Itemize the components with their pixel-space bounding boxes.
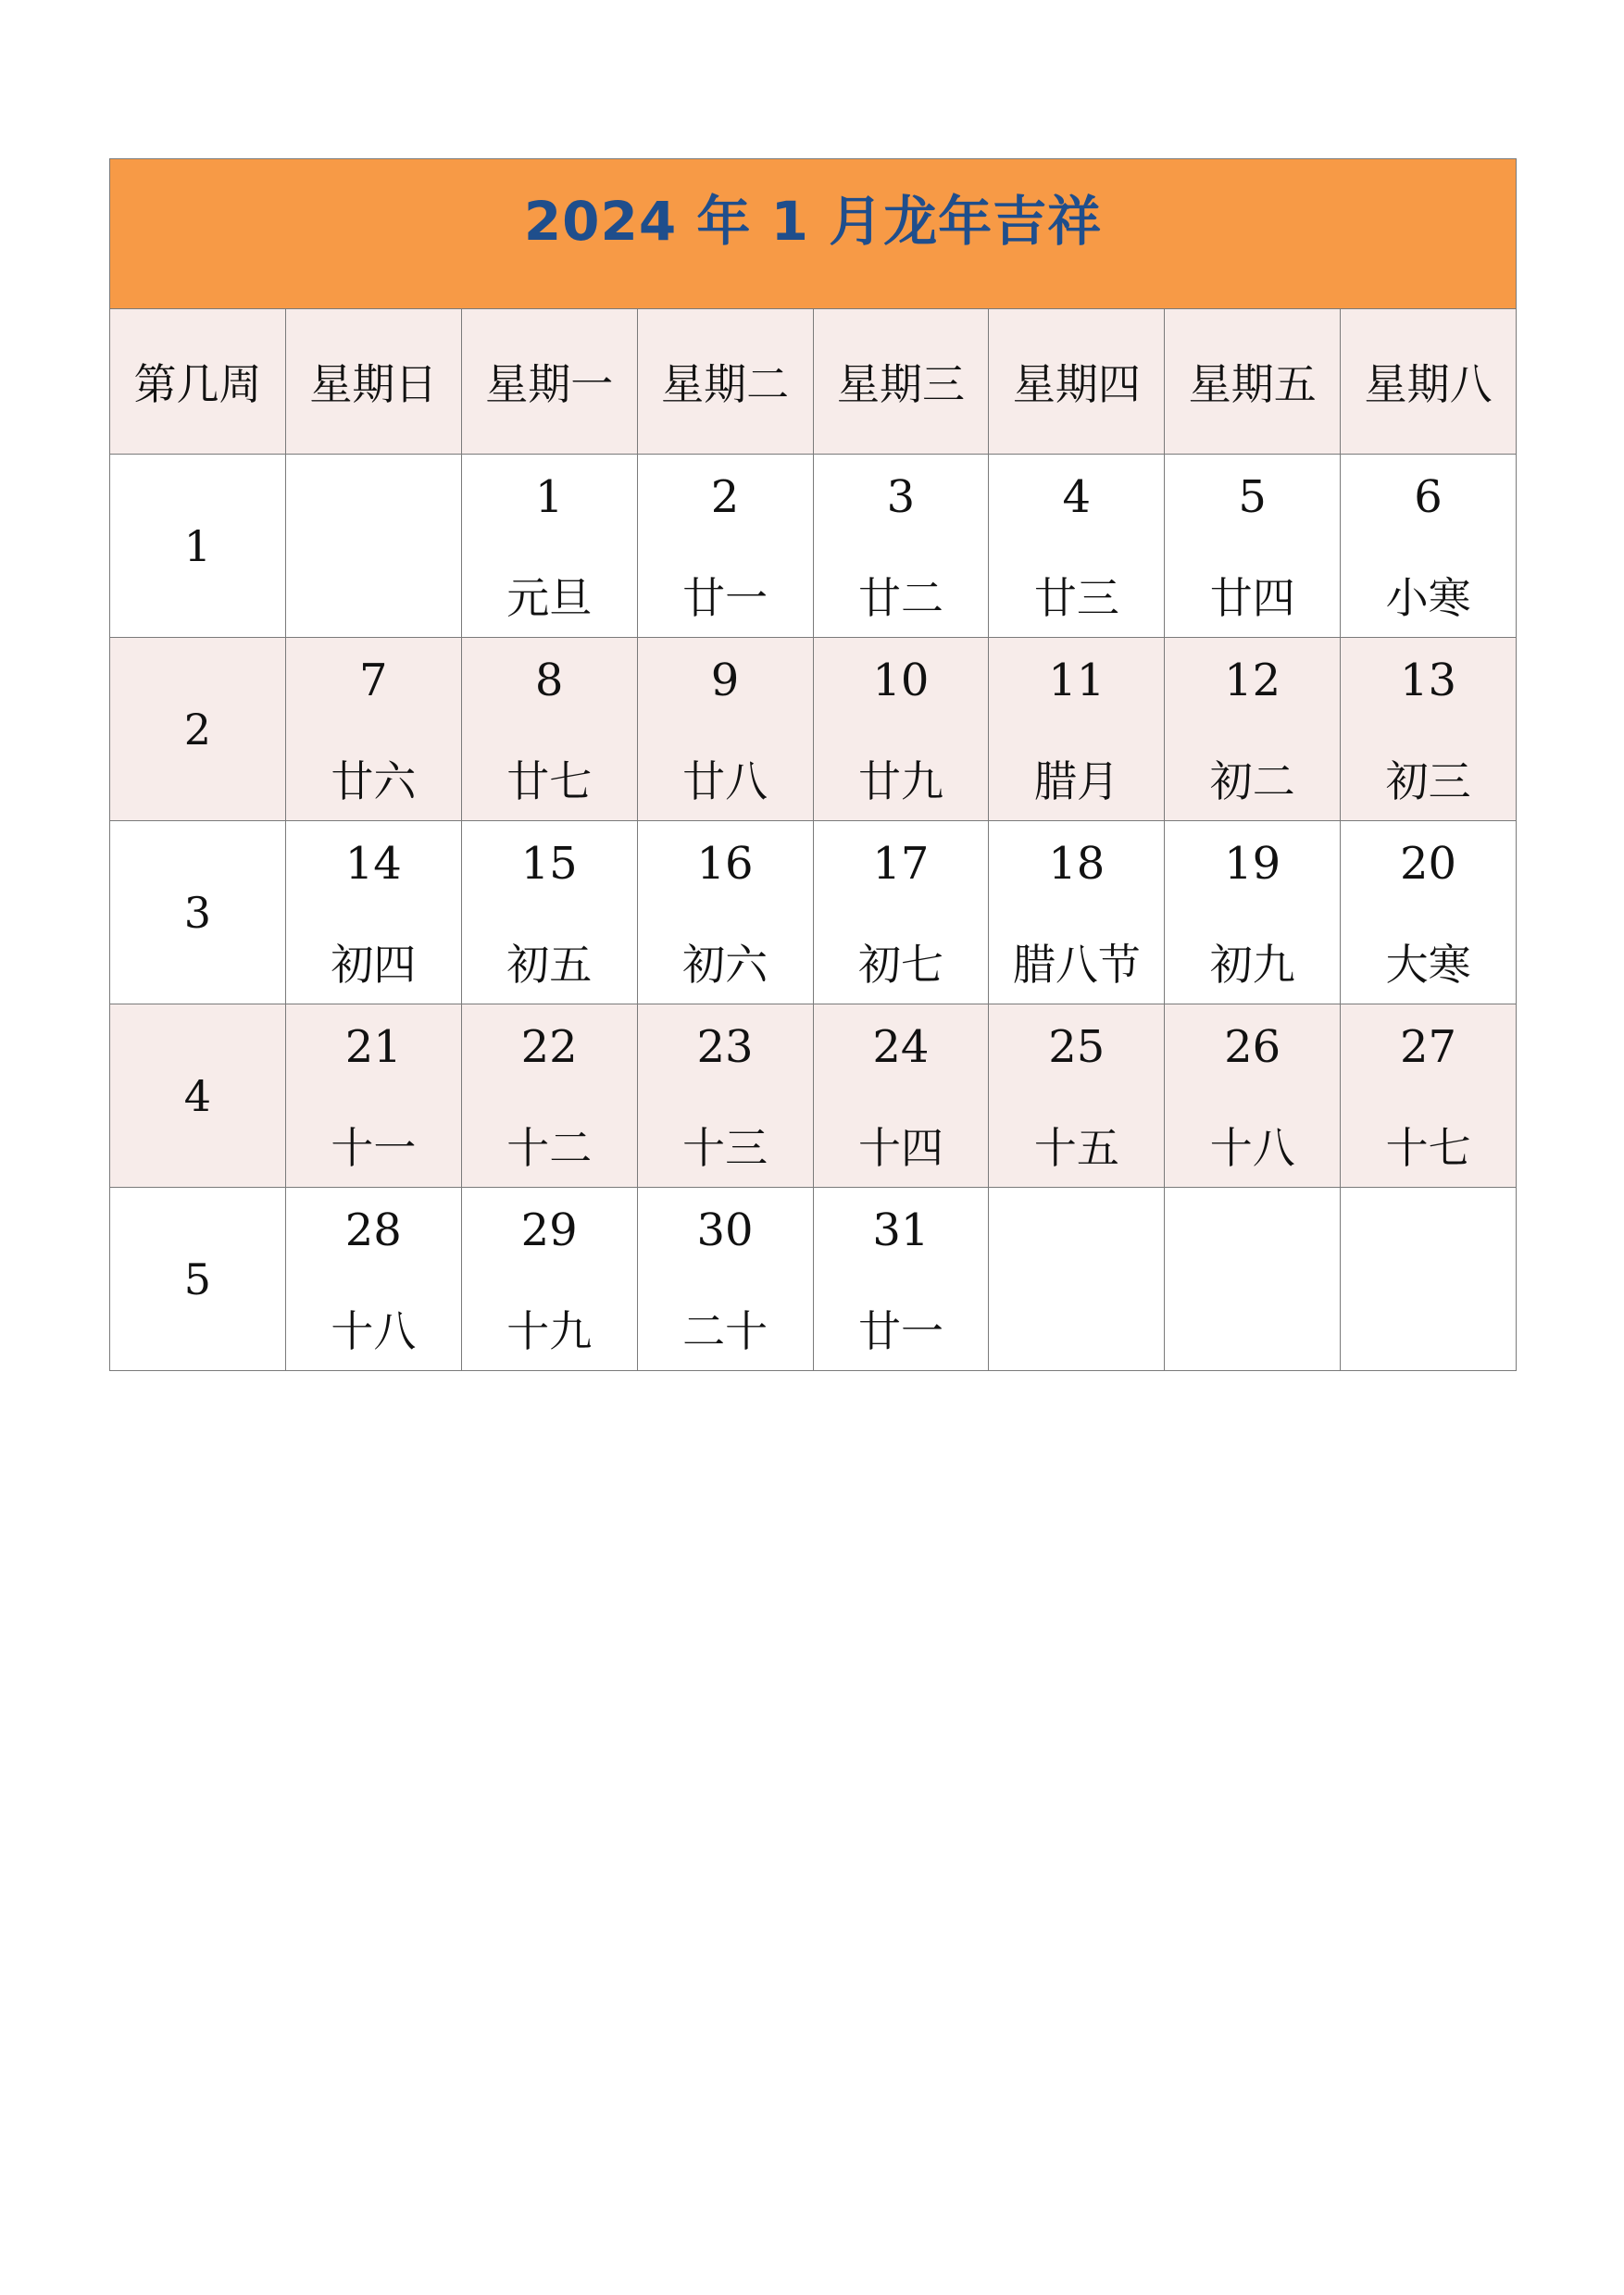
day-number: 17 [872, 838, 930, 890]
header-friday: 星期五 [1165, 309, 1341, 455]
lunar-date: 初四 [331, 940, 417, 990]
lunar-date: 廿一 [682, 573, 768, 623]
day-cell [285, 1188, 461, 1371]
day-cell [637, 455, 813, 638]
day-number: 20 [1400, 838, 1457, 890]
lunar-date: 廿三 [1033, 573, 1119, 623]
lunar-date: 十九 [506, 1306, 593, 1356]
lunar-date: 初七 [857, 940, 943, 990]
lunar-date: 元旦 [506, 573, 593, 623]
day-cell [461, 638, 637, 821]
day-cell [989, 821, 1165, 1004]
header-saturday: 星期八 [1341, 309, 1517, 455]
day-number: 31 [872, 1204, 930, 1256]
lunar-date: 十二 [506, 1123, 593, 1173]
day-cell [1165, 821, 1341, 1004]
lunar-date: 廿九 [857, 756, 943, 806]
day-cell [1165, 1004, 1341, 1188]
title-banner [109, 158, 1517, 308]
day-cell [1165, 638, 1341, 821]
day-cell [813, 821, 989, 1004]
day-number: 25 [1048, 1021, 1106, 1073]
day-number: 30 [696, 1204, 754, 1256]
calendar-sheet [109, 158, 1517, 1371]
day-cell [637, 1188, 813, 1371]
week-number: 4 [110, 1004, 286, 1188]
day-cell [1341, 638, 1517, 821]
lunar-date: 腊月 [1033, 756, 1119, 806]
week-row [110, 1188, 1517, 1371]
lunar-date: 初九 [1209, 940, 1295, 990]
week-number: 2 [110, 638, 286, 821]
lunar-date: 腊八节 [1012, 940, 1141, 990]
day-cell [1341, 455, 1517, 638]
lunar-date: 初六 [682, 940, 768, 990]
day-number: 29 [520, 1204, 578, 1256]
week-row [110, 821, 1517, 1004]
day-cell [1165, 1188, 1341, 1371]
day-cell [989, 638, 1165, 821]
day-cell [285, 821, 461, 1004]
calendar-table [109, 308, 1517, 1371]
lunar-date: 十三 [682, 1123, 768, 1173]
day-cell [461, 821, 637, 1004]
day-cell [1341, 1004, 1517, 1188]
day-cell [461, 455, 637, 638]
day-number: 27 [1400, 1021, 1457, 1073]
day-number: 19 [1224, 838, 1281, 890]
day-number: 12 [1224, 655, 1281, 706]
day-number: 23 [696, 1021, 754, 1073]
day-number: 24 [872, 1021, 930, 1073]
day-number: 2 [710, 471, 740, 523]
lunar-date: 十八 [1209, 1123, 1295, 1173]
day-number: 8 [534, 655, 564, 706]
day-number: 22 [520, 1021, 578, 1073]
lunar-date: 初三 [1385, 756, 1471, 806]
week-number: 5 [110, 1188, 286, 1371]
week-row [110, 1004, 1517, 1188]
lunar-date: 廿四 [1209, 573, 1295, 623]
lunar-date: 初二 [1209, 756, 1295, 806]
lunar-date: 廿六 [331, 756, 417, 806]
header-week-number: 第几周 [110, 309, 286, 455]
lunar-date: 廿八 [682, 756, 768, 806]
day-number: 14 [344, 838, 402, 890]
day-number: 6 [1414, 471, 1443, 523]
header-sunday: 星期日 [285, 309, 461, 455]
calendar-title: 2024 年 1 月龙年吉祥 [523, 190, 1103, 253]
lunar-date: 廿一 [857, 1306, 943, 1356]
day-cell [1341, 1188, 1517, 1371]
day-cell [461, 1188, 637, 1371]
weekday-header-row [110, 309, 1517, 455]
day-number: 7 [359, 655, 388, 706]
lunar-date: 大寒 [1385, 940, 1471, 990]
day-cell [285, 1004, 461, 1188]
week-row [110, 455, 1517, 638]
day-number: 5 [1238, 471, 1267, 523]
lunar-date: 廿二 [857, 573, 943, 623]
day-number: 1 [534, 471, 564, 523]
day-cell [989, 455, 1165, 638]
day-number: 26 [1224, 1021, 1281, 1073]
week-number: 3 [110, 821, 286, 1004]
week-row [110, 638, 1517, 821]
day-cell [1165, 455, 1341, 638]
day-cell [285, 638, 461, 821]
day-number: 28 [344, 1204, 402, 1256]
day-number: 21 [344, 1021, 402, 1073]
lunar-date: 十八 [331, 1306, 417, 1356]
header-thursday: 星期四 [989, 309, 1165, 455]
day-cell [1341, 821, 1517, 1004]
day-cell [461, 1004, 637, 1188]
day-number: 15 [520, 838, 578, 890]
lunar-date: 十七 [1385, 1123, 1471, 1173]
day-number: 10 [872, 655, 930, 706]
day-cell [637, 638, 813, 821]
lunar-date: 小寒 [1385, 573, 1471, 623]
lunar-date: 二十 [682, 1306, 768, 1356]
week-number: 1 [110, 455, 286, 638]
day-cell [637, 821, 813, 1004]
day-cell [285, 455, 461, 638]
day-number: 16 [696, 838, 754, 890]
day-cell [813, 1188, 989, 1371]
day-cell [813, 455, 989, 638]
day-number: 9 [710, 655, 740, 706]
lunar-date: 十一 [331, 1123, 417, 1173]
header-monday: 星期一 [461, 309, 637, 455]
day-cell [637, 1004, 813, 1188]
day-number: 13 [1400, 655, 1457, 706]
header-tuesday: 星期二 [637, 309, 813, 455]
day-number: 3 [886, 471, 916, 523]
day-number: 18 [1048, 838, 1106, 890]
day-cell [989, 1188, 1165, 1371]
day-number: 11 [1048, 655, 1106, 706]
day-number: 4 [1062, 471, 1092, 523]
lunar-date: 十四 [857, 1123, 943, 1173]
day-cell [989, 1004, 1165, 1188]
lunar-date: 十五 [1033, 1123, 1119, 1173]
header-wednesday: 星期三 [813, 309, 989, 455]
day-cell [813, 1004, 989, 1188]
lunar-date: 初五 [506, 940, 593, 990]
day-cell [813, 638, 989, 821]
lunar-date: 廿七 [506, 756, 593, 806]
